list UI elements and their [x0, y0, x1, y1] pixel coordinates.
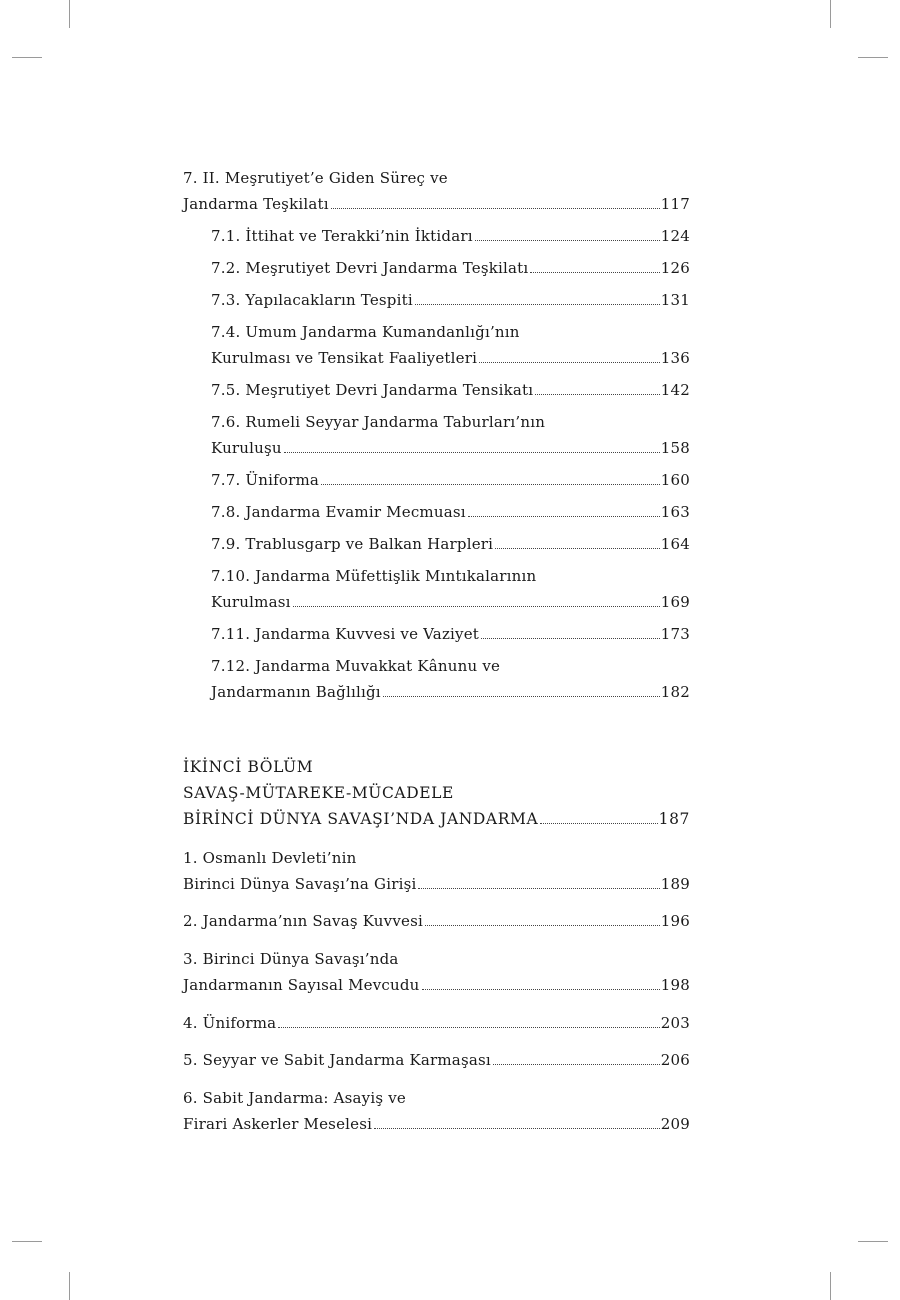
crop-mark-left-top	[12, 57, 42, 58]
toc-entry-row	[211, 223, 690, 249]
toc-entry-title: 7.11. Jandarma Kuvvesi ve Vaziyet	[211, 625, 480, 643]
toc-entry	[183, 946, 690, 998]
page-number: 124	[660, 227, 690, 245]
toc-entry-row	[211, 377, 690, 403]
toc-entry	[211, 653, 690, 705]
toc-entry-row	[211, 287, 690, 313]
toc-entry	[183, 1085, 690, 1137]
toc-entry-row	[183, 871, 690, 897]
toc-entry	[183, 165, 690, 217]
toc-entry-title: 7.8. Jandarma Evamir Mecmuası	[211, 503, 466, 521]
toc-entry-title: Jandarma Teşkilatı	[183, 195, 329, 213]
toc-entry	[183, 1047, 690, 1073]
toc-entry-title: 7.2. Meşrutiyet Devri Jandarma Teşkilatı	[211, 259, 529, 277]
toc-entry-title: Jandarmanın Bağlılığı	[211, 683, 381, 701]
dot-leader	[374, 1128, 660, 1129]
dot-leader	[481, 638, 660, 639]
page-number: 169	[660, 593, 690, 611]
dot-leader	[383, 696, 660, 697]
dot-leader	[530, 272, 659, 273]
page-number: 209	[660, 1115, 690, 1133]
toc-entry	[211, 287, 690, 313]
toc-entry-row	[211, 531, 690, 557]
toc-entry	[211, 563, 690, 615]
toc-entry-row	[211, 255, 690, 281]
toc-entry-row	[211, 679, 690, 705]
toc-entry-row	[211, 589, 690, 615]
dot-leader	[284, 452, 660, 453]
toc-entry	[183, 845, 690, 897]
toc-entry-row	[211, 499, 690, 525]
page-number: 196	[660, 912, 690, 930]
toc-entry-title: 7.1. İttihat ve Terakki’nin İktidarı	[211, 227, 473, 245]
crop-mark-top-right	[830, 0, 831, 28]
page-number: 164	[660, 535, 690, 553]
toc-entry-title: 7.9. Trablusgarp ve Balkan Harpleri	[211, 535, 494, 553]
page-number: 163	[660, 503, 690, 521]
toc-entry-row	[183, 908, 690, 934]
part-two-title: BİRİNCİ DÜNYA SAVAŞI’NDA JANDARMA	[183, 810, 539, 828]
toc-entry-line: 7.6. Rumeli Seyyar Jandarma Taburları’nın	[211, 413, 546, 431]
dot-leader	[278, 1027, 659, 1028]
toc-entry-row	[211, 467, 690, 493]
toc-entry-line: 1. Osmanlı Devleti’nin	[183, 849, 357, 867]
page-number: 189	[660, 875, 690, 893]
crop-mark-right-top	[858, 57, 888, 58]
toc-entry	[211, 621, 690, 647]
dot-leader	[425, 925, 660, 926]
page-number: 203	[660, 1014, 690, 1032]
page-number: 206	[660, 1051, 690, 1069]
toc-entry-line: 7. II. Meşrutiyet’e Giden Süreç ve	[183, 169, 448, 187]
dot-leader	[331, 208, 660, 209]
crop-mark-bottom-right	[830, 1272, 831, 1300]
toc-entry-row	[183, 1010, 690, 1036]
dot-leader	[468, 516, 660, 517]
part-two-subtitle: SAVAŞ-MÜTAREKE-MÜCADELE	[183, 784, 454, 802]
toc-entry-line: 7.10. Jandarma Müfettişlik Mıntıkalarının	[211, 567, 537, 585]
toc-entry	[211, 255, 690, 281]
toc-entry	[211, 223, 690, 249]
toc-entry-row	[211, 435, 690, 461]
toc-entry-title: 7.7. Üniforma	[211, 471, 320, 489]
toc-entry-title: 5. Seyyar ve Sabit Jandarma Karmaşası	[183, 1051, 491, 1069]
toc-entry	[183, 908, 690, 934]
toc-entry-row	[183, 1111, 690, 1137]
toc-entry-title: Jandarmanın Sayısal Mevcudu	[183, 976, 420, 994]
crop-mark-bottom-left	[69, 1272, 70, 1300]
toc-entry-row	[183, 972, 690, 998]
page-number: 173	[660, 625, 690, 643]
crop-mark-left-bottom	[12, 1241, 42, 1242]
toc-entry-line: 7.4. Umum Jandarma Kumandanlığı’nın	[211, 323, 520, 341]
dot-leader	[321, 484, 660, 485]
crop-mark-top-left	[69, 0, 70, 28]
page-number: 142	[660, 381, 690, 399]
dot-leader	[422, 989, 660, 990]
toc-entry-title: Birinci Dünya Savaşı’na Girişi	[183, 875, 417, 893]
toc-entry	[211, 377, 690, 403]
page-number: 160	[660, 471, 690, 489]
toc-entry	[183, 1010, 690, 1036]
crop-mark-right-bottom	[858, 1241, 888, 1242]
dot-leader	[535, 394, 660, 395]
page-number: 131	[660, 291, 690, 309]
dot-leader	[415, 304, 660, 305]
part-two-heading	[183, 754, 690, 832]
toc-entry-row	[211, 621, 690, 647]
toc-entry-title: Kurulması ve Tensikat Faaliyetleri	[211, 349, 478, 367]
dot-leader	[479, 362, 660, 363]
toc-entry	[211, 467, 690, 493]
page-number: 126	[660, 259, 690, 277]
part-two-label: İKİNCİ BÖLÜM	[183, 758, 314, 776]
toc-entry-title: 7.5. Meşrutiyet Devri Jandarma Tensikatı	[211, 381, 534, 399]
dot-leader	[540, 823, 657, 824]
page-number: 136	[660, 349, 690, 367]
toc-entry-title: Kurulması	[211, 593, 291, 611]
toc-entry-title: 2. Jandarma’nın Savaş Kuvvesi	[183, 912, 423, 930]
toc-entry	[211, 531, 690, 557]
part-two-title-row	[183, 806, 690, 832]
toc-entry	[211, 499, 690, 525]
toc-entry-line: 7.12. Jandarma Muvakkat Kânunu ve	[211, 657, 501, 675]
dot-leader	[493, 1064, 660, 1065]
toc-entry-line: 6. Sabit Jandarma: Asayiş ve	[183, 1089, 406, 1107]
toc-entry-row	[183, 191, 690, 217]
page-number: 198	[660, 976, 690, 994]
dot-leader	[293, 606, 660, 607]
page-number: 187	[658, 810, 690, 828]
toc-entry-title: 4. Üniforma	[183, 1014, 277, 1032]
toc-entry-line: 3. Birinci Dünya Savaşı’nda	[183, 950, 399, 968]
page-number: 158	[660, 439, 690, 457]
page-number: 182	[660, 683, 690, 701]
toc-entry-title: Kuruluşu	[211, 439, 282, 457]
toc-entry	[211, 409, 690, 461]
toc-entry	[211, 319, 690, 371]
dot-leader	[475, 240, 660, 241]
toc-entry-row	[183, 1047, 690, 1073]
dot-leader	[418, 888, 659, 889]
toc-entry-title: Firari Askerler Meselesi	[183, 1115, 373, 1133]
page-number: 117	[660, 195, 690, 213]
toc-entry-title: 7.3. Yapılacakların Tespiti	[211, 291, 413, 309]
dot-leader	[495, 548, 660, 549]
toc-entry-row	[211, 345, 690, 371]
